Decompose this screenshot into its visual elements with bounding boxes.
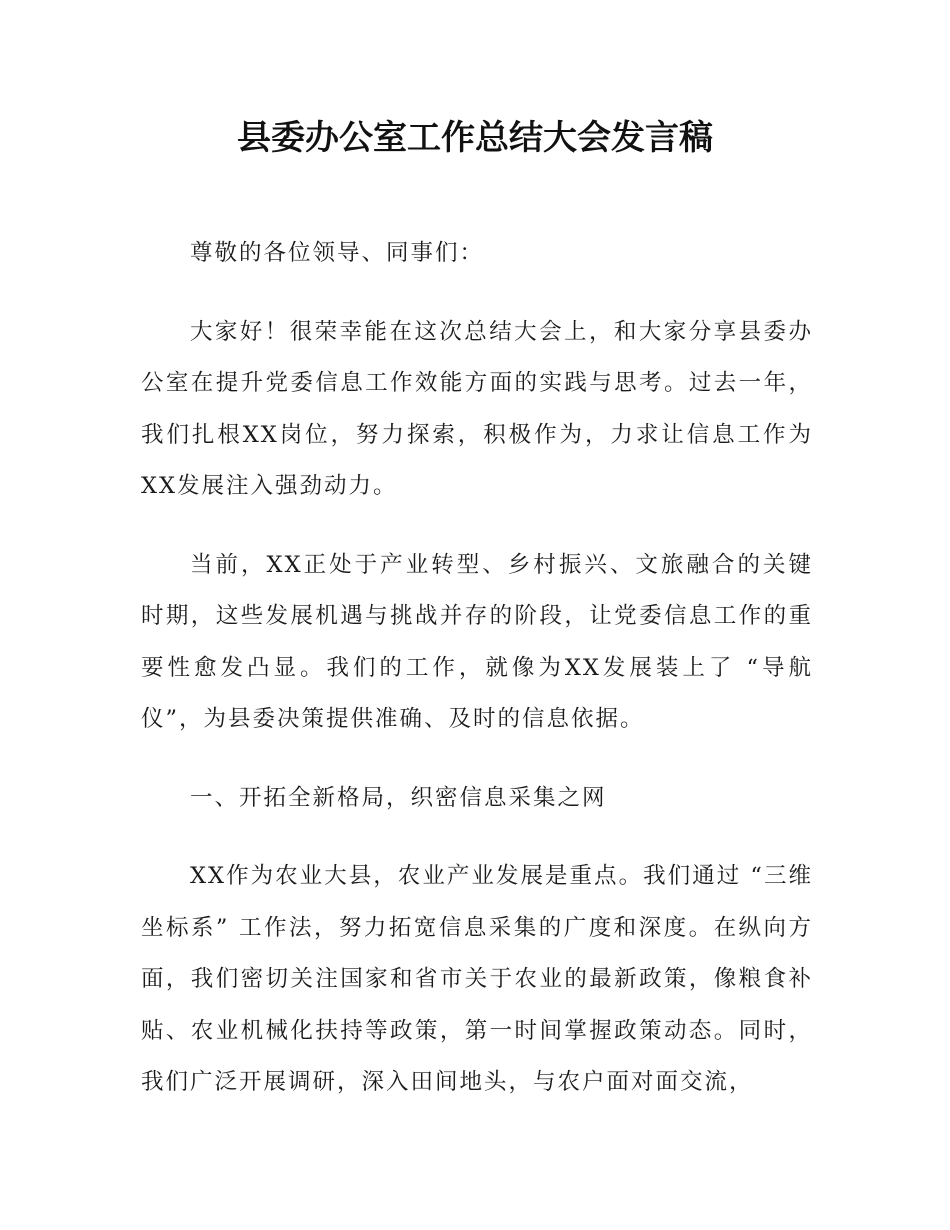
body-paragraph: 当前，XX正处于产业转型、乡村振兴、文旅融合的关键时期，这些发展机遇与挑战并存的阶段，让党委信息工作的重要性愈发凸显。我们的工作，就像为XX发展装上了 “导航仪”，为县委决策提供准确、及时的信息依据。 — [141, 551, 813, 732]
document-title: 县委办公室工作总结大会发言稿 — [237, 118, 713, 158]
section-heading: 一、开拓全新格局，织密信息采集之网 — [190, 784, 607, 811]
document-body — [141, 228, 813, 1109]
body-paragraph: 大家好！很荣幸能在这次总结大会上，和大家分享县委办公室在提升党委信息工作效能方面的实践与思考。过去一年，我们扎根XX岗位，努力探索，积极作为，力求让信息工作为XX发展注入强劲动力。 — [141, 318, 813, 499]
salutation-paragraph: 尊敬的各位领导、同事们： — [190, 240, 485, 266]
body-paragraph: XX作为农业大县，农业产业发展是重点。我们通过 “三维坐标系” 工作法，努力拓宽信息采集的广度和深度。在纵向方面，我们密切关注国家和省市关于农业的最新政策，像粮食补贴、农业机械化扶持等政策，第一时间掌握政策动态。同时，我们广泛开展调研，深入田间地头，与农户面对面交流， — [141, 863, 813, 1095]
